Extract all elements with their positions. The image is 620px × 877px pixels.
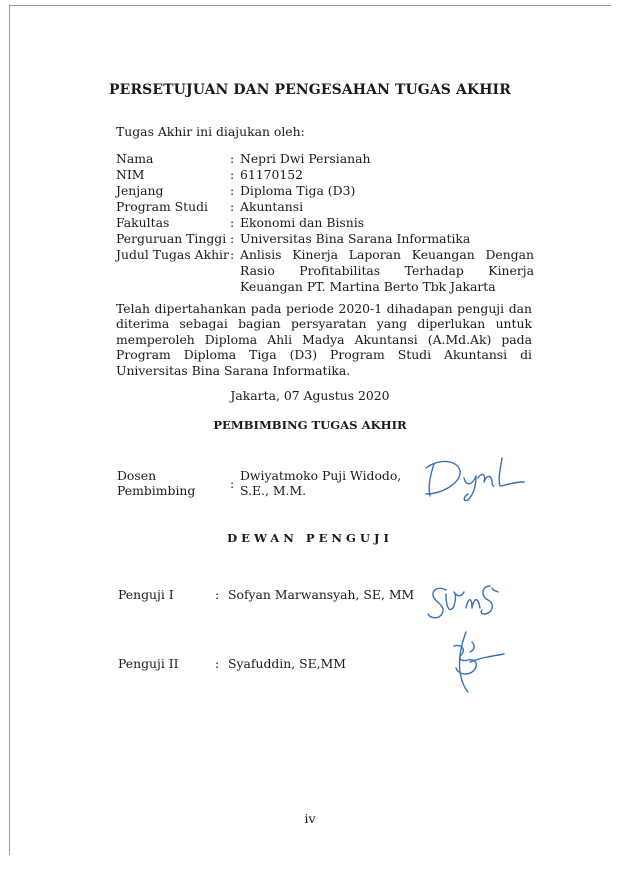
info-row-fakultas	[116, 215, 534, 231]
info-label: Nama	[116, 151, 154, 166]
examiners-heading: DEWAN PENGUJI	[227, 531, 393, 545]
info-label: NIM	[116, 167, 145, 182]
info-label: Program Studi	[116, 199, 208, 214]
examiner-1-label: Penguji I	[118, 587, 174, 602]
info-value: Diploma Tiga (D3)	[240, 183, 356, 198]
info-value: Nepri Dwi Persianah	[240, 151, 371, 166]
page-number: iv	[304, 811, 316, 826]
info-row-perguruan-tinggi	[116, 231, 534, 247]
info-value: Anlisis Kinerja Laporan Keuangan Dengan Rasio Profitabilitas Terhadap Kinerja Keuangan PT. Martina Berto Tbk Jakarta	[240, 247, 534, 294]
info-colon: :	[230, 183, 235, 198]
advisor-label	[117, 468, 195, 499]
intro-text: Tugas Akhir ini diajukan oleh:	[116, 124, 305, 139]
examiner-1-signature	[424, 580, 508, 626]
info-row-program-studi	[116, 199, 534, 215]
info-value: 61170152	[240, 167, 304, 182]
info-label: Perguruan Tinggi	[116, 231, 227, 246]
examiner-2-name: Syafuddin, SE,MM	[228, 656, 346, 671]
info-row-judul	[116, 247, 534, 295]
info-value: Ekonomi dan Bisnis	[240, 215, 365, 230]
advisor-name-line: S.E., M.M.	[240, 483, 307, 499]
advisor-name	[240, 468, 401, 499]
advisor-label-line: Pembimbing	[117, 483, 196, 499]
info-colon: :	[230, 231, 235, 246]
page-border-top	[9, 5, 611, 6]
advisor-label-line: Dosen	[117, 468, 157, 483]
examiner-1-colon: :	[215, 587, 220, 602]
examiner-2-colon: :	[215, 656, 220, 671]
info-colon: :	[230, 199, 235, 214]
info-row-name	[116, 151, 534, 167]
advisor-colon: :	[230, 476, 235, 491]
page-title: PERSETUJUAN DAN PENGESAHAN TUGAS AKHIR	[109, 82, 511, 98]
info-value: Universitas Bina Sarana Informatika	[240, 231, 471, 246]
advisor-heading: PEMBIMBING TUGAS AKHIR	[213, 418, 407, 432]
info-label: Jenjang	[116, 183, 164, 198]
info-row-jenjang	[116, 183, 534, 199]
info-value: Akuntansi	[240, 199, 304, 214]
info-label: Judul Tugas Akhir	[116, 247, 229, 262]
info-colon: :	[230, 167, 235, 182]
examiner-2-signature	[446, 628, 510, 696]
info-colon: :	[230, 151, 235, 166]
approval-date: Jakarta, 07 Agustus 2020	[230, 388, 390, 403]
advisor-name-line: Dwiyatmoko Puji Widodo,	[240, 468, 402, 483]
info-colon: :	[230, 215, 235, 230]
advisor-signature	[420, 452, 530, 504]
info-label: Fakultas	[116, 215, 170, 230]
examiner-2-label: Penguji II	[118, 656, 179, 671]
examiner-1-name: Sofyan Marwansyah, SE, MM	[228, 587, 415, 602]
student-info-table	[116, 151, 534, 295]
info-colon: :	[230, 247, 235, 262]
info-row-nim	[116, 167, 534, 183]
approval-statement: Telah dipertahankan pada periode 2020-1 dihadapan penguji dan diterima sebagai bagian persyaratan yang diperlukan untuk memperoleh Diploma Ahli Madya Akuntansi (A.Md.Ak) pada Program Diploma Tiga (D3) Program Studi Akuntansi di Universitas Bina Sarana Informatika.	[116, 301, 532, 378]
